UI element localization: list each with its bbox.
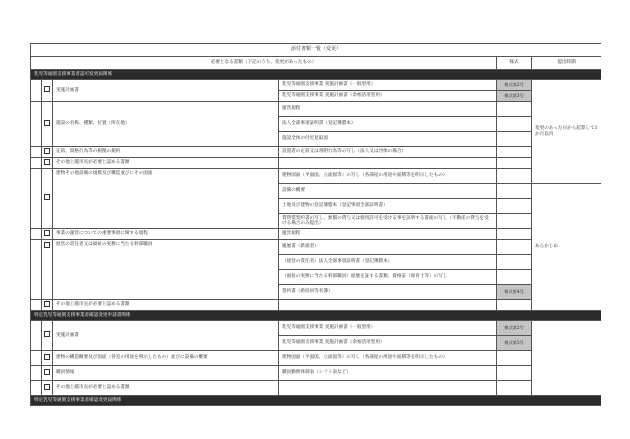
section-title: 乳児等通園支援事業者認可変更届関係 (31, 70, 602, 80)
table-row (31, 300, 602, 311)
item-label: 経営の責任者又は福祉の実務に当たる幹部職員 (53, 240, 279, 300)
timing-label: あらかじめ (532, 184, 602, 311)
item-label: その他上越市長が必要と認める書類 (53, 381, 279, 396)
item-label: その他上越市長が必要と認める書類 (53, 158, 279, 169)
form-label: 様式第2号 (497, 80, 532, 91)
table-row (31, 80, 602, 91)
item-label: 建物その他設備の規模及び構造並びにその図面 (53, 169, 279, 229)
document-label: 乳児等通園支援事業 実施計画書（余裕活用型用） (279, 336, 497, 351)
form-label: 様式第3号 (497, 336, 532, 351)
document-label: 運営規程 (279, 229, 497, 240)
item-label: 施設の名称、種類、位置（所在地） (53, 102, 279, 147)
document-label: 建物図面（平面図、立面図等）の写し（各部屋の用途や面積等を明示したもの） (279, 169, 497, 184)
checkbox[interactable] (42, 80, 53, 102)
section-title: 特定乳児等通園支援事業者確認変更申請書関係 (31, 311, 602, 321)
checkbox[interactable] (42, 158, 53, 169)
item-label: 職員情報 (53, 366, 279, 381)
document-label: 誓約書（新役員等名簿） (279, 285, 497, 300)
document-label: （福祉の実務に当たる幹部職員）経歴を証する書類、資格証（保育士等）の写し (279, 270, 497, 285)
document-label: 土地及び建物の登記簿謄本（登記事項全部証明書） (279, 199, 497, 214)
checkbox[interactable] (42, 147, 53, 158)
document-label: 乳児等通園支援事業 実施計画書（余裕活用型用） (279, 91, 497, 102)
document-label: 乳児等通園支援事業 実施計画書（一般型用） (279, 80, 497, 91)
checkbox[interactable] (42, 321, 53, 351)
checkbox[interactable] (42, 300, 53, 311)
attachment-table (30, 43, 601, 406)
table-title: 添付書類一覧（変更） (31, 44, 602, 57)
section-title: 特定乳児等通園支援事業者確認変更届関係 (31, 396, 602, 406)
form-label: 様式第3号 (497, 91, 532, 102)
item-label: その他上越市長が必要と認める書類 (53, 300, 279, 311)
table-row (31, 169, 602, 184)
document-label: （経営の責任者）法人全部事項証明書（登記簿謄本） (279, 255, 497, 270)
section-header (31, 311, 602, 321)
checkbox[interactable] (42, 351, 53, 366)
checkbox[interactable] (42, 366, 53, 381)
table-row (31, 351, 602, 366)
table-row (31, 158, 602, 169)
document-label: 建物図面（平面図、立面図等）の写し（各部屋の用途や面積等を明示したもの） (279, 351, 497, 366)
checkbox[interactable] (42, 381, 53, 396)
document-label: 賃貸借契約書の写し、無償の貸与又は使用許可を受ける事を証明する書面の写し（不動産の貸与を受ける場合のみ提出） (279, 214, 497, 229)
section-header (31, 70, 602, 80)
document-label: 法人全部事項証明書（登記簿謄本） (279, 117, 497, 132)
header-timing: 提出時期 (532, 57, 602, 70)
header-docs: 必要となる書類（下記のうち、変更があったもの） (31, 57, 497, 70)
document-sheet (30, 43, 601, 439)
item-label: 実施計画書 (53, 321, 279, 351)
document-label: 運営規程 (279, 102, 497, 117)
document-label: 設置者の定款又は寄附行為等の写し（法人又は団体の場合） (279, 147, 497, 158)
form-label: 様式第2号 (497, 321, 532, 336)
table-row (31, 147, 602, 158)
checkbox[interactable] (42, 169, 53, 229)
document-label: 設備の概要 (279, 184, 497, 199)
table-row (31, 321, 602, 336)
section-header (31, 396, 602, 406)
table-row (31, 102, 602, 117)
checkbox[interactable] (42, 240, 53, 300)
checkbox[interactable] (42, 102, 53, 147)
item-label: 建物の構造概要及び図面（各室の用途を明示したもの）並びに設備の概要 (53, 351, 279, 366)
document-label: 履歴書（新規者） (279, 240, 497, 255)
document-label: 乳児等通園支援事業 実施計画書（一般型用） (279, 321, 497, 336)
table-row (31, 381, 602, 396)
document-label: 職員勤務体制表（シフト表など） (279, 366, 497, 381)
table-row (31, 366, 602, 381)
table-row (31, 229, 602, 240)
item-label: 定款、資格行為等の根拠の規約 (53, 147, 279, 158)
item-label: 実施計画書 (53, 80, 279, 102)
item-label: 事業の運営についての重要事項に関する規程 (53, 229, 279, 240)
checkbox[interactable] (42, 229, 53, 240)
form-label: 様式第4号 (497, 285, 532, 300)
document-label: 施設全体の付近見取図 (279, 132, 497, 147)
table-row (31, 240, 602, 255)
timing-label: 変更のあった日から起算して1か月以内 (532, 80, 602, 184)
table-header-row (31, 57, 602, 70)
table-title-row (31, 44, 602, 57)
header-form: 様式 (497, 57, 532, 70)
